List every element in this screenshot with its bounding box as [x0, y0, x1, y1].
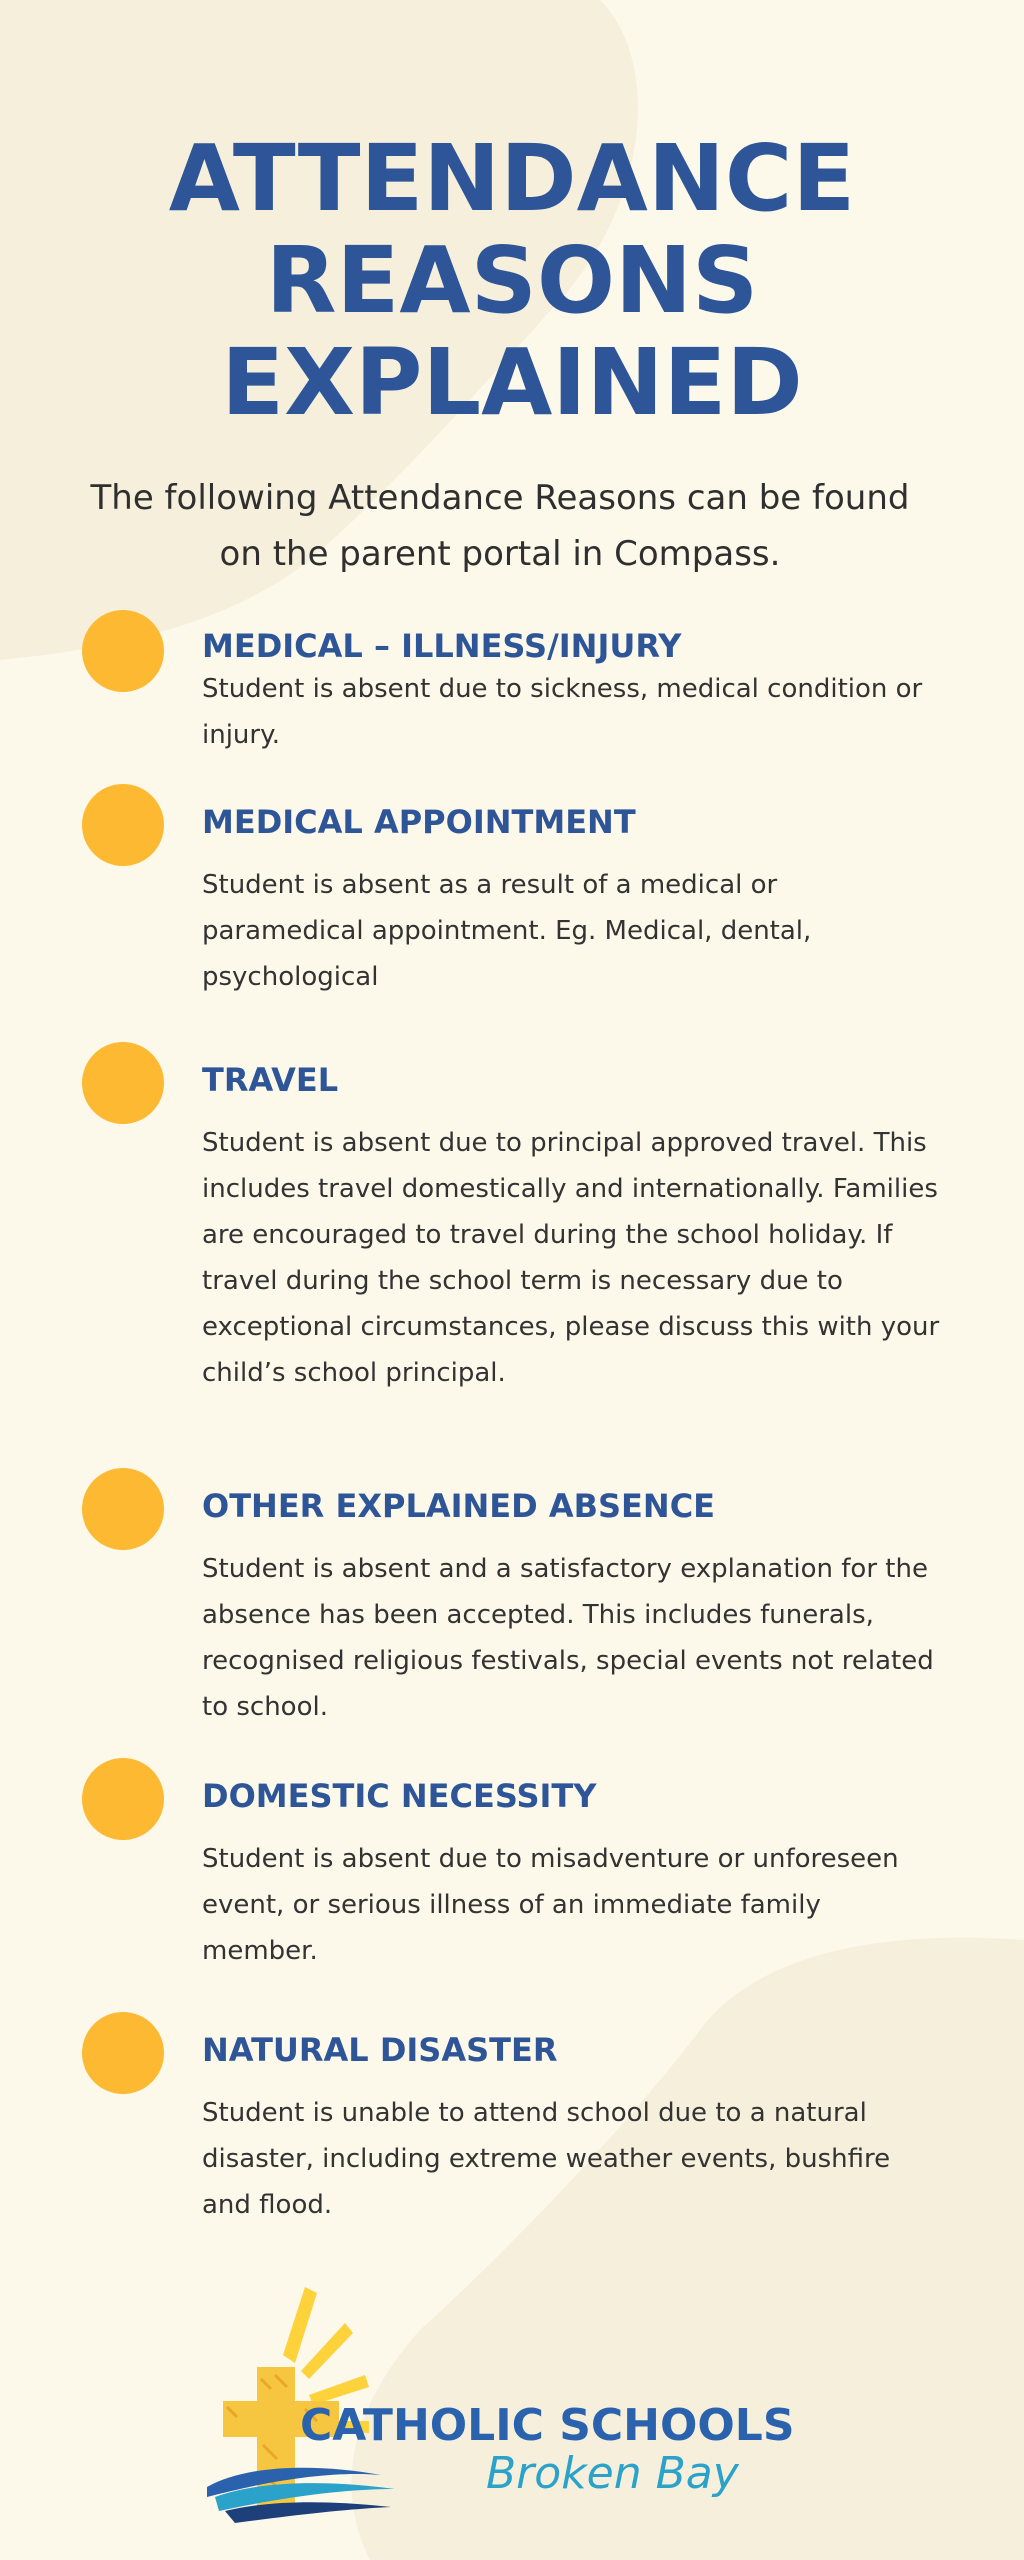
- reason-heading: MEDICAL – ILLNESS/INJURY: [202, 627, 682, 665]
- bullet-circle-icon: [82, 610, 164, 692]
- page-title: [0, 125, 1024, 436]
- bullet-circle-icon: [82, 1758, 164, 1840]
- waves-icon: [207, 2468, 395, 2523]
- reason-heading: TRAVEL: [202, 1061, 339, 1099]
- bullet-circle-icon: [82, 1042, 164, 1124]
- logo-text-catholic-schools: CATHOLIC SCHOOLS: [300, 2400, 795, 2451]
- reason-heading: NATURAL DISASTER: [202, 2031, 558, 2069]
- title-line-1: ATTENDANCE: [168, 125, 856, 232]
- bullet-circle-icon: [82, 2012, 164, 2094]
- title-line-2: REASONS: [265, 227, 759, 334]
- reason-heading: OTHER EXPLAINED ABSENCE: [202, 1487, 716, 1525]
- reason-description: Student is absent as a result of a medical or paramedical appointment. Eg. Medical, dental, psychological: [202, 870, 812, 992]
- reason-description: Student is absent due to principal approved travel. This includes travel domestically and internationally. Families are encouraged to travel during the school holiday. If travel during the school term is necessary due to exceptional circumstances, please discuss this with your child’s school principal.: [202, 1128, 940, 1388]
- bullet-circle-icon: [82, 784, 164, 866]
- reason-heading: MEDICAL APPOINTMENT: [202, 803, 636, 841]
- reason-heading: DOMESTIC NECESSITY: [202, 1777, 597, 1815]
- reason-description: Student is unable to attend school due to a natural disaster, including extreme weather events, bushfire and flood.: [202, 2098, 891, 2220]
- reason-description: Student is absent due to sickness, medical condition or injury.: [202, 674, 923, 750]
- bullet-circle-icon: [82, 1468, 164, 1550]
- title-line-3: EXPLAINED: [221, 329, 803, 436]
- reason-description: Student is absent due to misadventure or unforeseen event, or serious illness of an immediate family member.: [202, 1844, 899, 1966]
- logo-text-broken-bay: Broken Bay: [486, 2448, 739, 2499]
- intro-text: The following Attendance Reasons can be found on the parent portal in Compass.: [90, 478, 910, 574]
- reason-description: Student is absent and a satisfactory explanation for the absence has been accepted. This includes funerals, recognised religious festivals, special events not related to school.: [202, 1554, 934, 1722]
